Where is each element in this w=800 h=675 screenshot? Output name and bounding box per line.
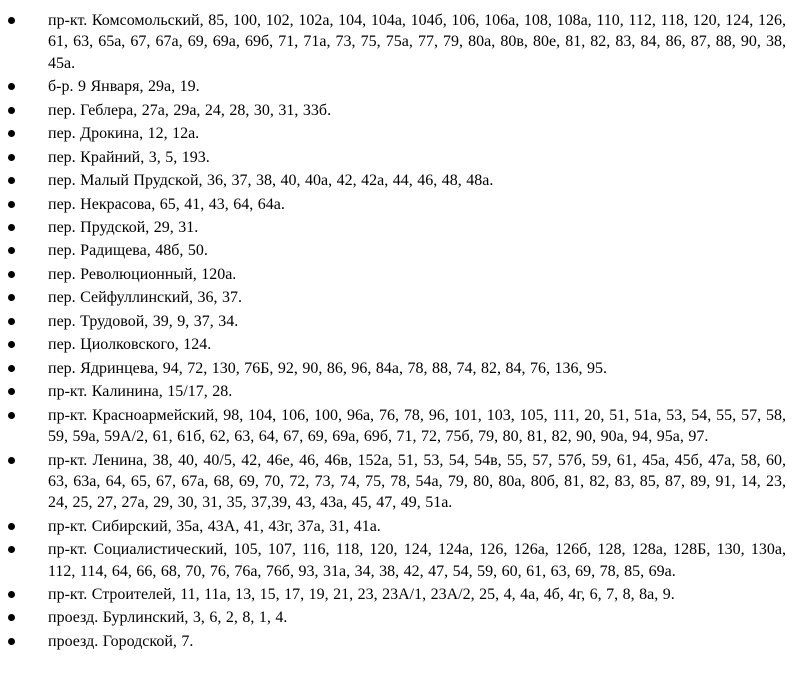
list-item-text: проезд. Бурлинский, 3, 6, 2, 8, 1, 4. <box>48 609 288 627</box>
bullet-icon <box>8 412 15 419</box>
list-item <box>0 607 800 628</box>
list-item <box>0 287 800 308</box>
list-item-text: пер. Дрокина, 12, 12а. <box>48 125 200 143</box>
list-item-text: пер. Малый Прудской, 36, 37, 38, 40, 40а, 42, 42а, 44, 46, 48, 48а. <box>48 172 494 190</box>
list-item <box>0 450 800 514</box>
list-item <box>0 358 800 379</box>
list-item <box>0 240 800 261</box>
list-item <box>0 10 800 74</box>
list-item-text: пер. Прудской, 29, 31. <box>48 218 199 236</box>
list-item <box>0 217 800 238</box>
bullet-icon <box>8 546 15 553</box>
bullet-icon <box>8 591 15 598</box>
list-item <box>0 170 800 191</box>
list-item <box>0 311 800 332</box>
list-item-text: пр-кт. Социалистический, 105, 107, 116, 118, 120, 124, 124а, 126, 126а, 126б, 128, 128а, 128Б, 130, 130а, 112, 114, 64, 66, 68, 70, 76, 76а, 76б, 93, 31а, 34, 38, 42, 47, 54, 59, 60, 61, 63, 69, 78, 85, 69а. <box>48 541 786 580</box>
list-item-text: пер. Ядринцева, 94, 72, 130, 76Б, 92, 90, 86, 96, 84а, 78, 88, 74, 82, 84, 76, 136, 95. <box>48 359 607 377</box>
bullet-icon <box>8 294 15 301</box>
list-item <box>0 539 800 582</box>
bullet-icon <box>8 388 15 395</box>
bullet-icon <box>8 154 15 161</box>
bullet-icon <box>8 638 15 645</box>
list-item-text: пер. Сейфуллинский, 36, 37. <box>48 289 243 307</box>
list-item <box>0 264 800 285</box>
list-item-text: пер. Радищева, 48б, 50. <box>48 242 208 260</box>
list-item-text: б-р. 9 Января, 29а, 19. <box>48 78 200 96</box>
bullet-icon <box>8 83 15 90</box>
bullet-icon <box>8 457 15 464</box>
bullet-icon <box>8 318 15 325</box>
bullet-icon <box>8 365 15 372</box>
list-item-text: пер. Геблера, 27а, 29а, 24, 28, 30, 31, 33б. <box>48 101 332 119</box>
bullet-icon <box>8 614 15 621</box>
list-item-text: пр-кт. Ленина, 38, 40, 40/5, 42, 46е, 46, 46в, 152а, 51, 53, 54, 54в, 55, 57, 57б, 59, 61, 45а, 45б, 47а, 58, 60, 63, 63а, 64, 65, 67, 67а, 68, 69, 70, 72, 73, 74, 75, 78, 54а, 79, 80, 80а, 80б, 81, 82, 83, 85, 87, 89, 91, 14, 23, 24, 25, 27, 27а, 29, 30, 31, 35, 37,39, 43, 43а, 45, 47, 49, 51а. <box>48 451 786 512</box>
list-item <box>0 194 800 215</box>
list-item-text: пер. Циолковского, 124. <box>48 336 212 354</box>
bullet-icon <box>8 17 15 24</box>
bullet-icon <box>8 224 15 231</box>
bullet-icon <box>8 130 15 137</box>
list-item-text: пер. Крайний, 3, 5, 193. <box>48 148 210 166</box>
list-item-text: проезд. Городской, 7. <box>48 632 194 650</box>
list-item <box>0 147 800 168</box>
list-item-text: пр-кт. Сибирский, 35а, 43А, 41, 43г, 37а, 31, 41а. <box>48 517 381 535</box>
list-item-text: пер. Трудовой, 39, 9, 37, 34. <box>48 312 239 330</box>
bullet-icon <box>8 107 15 114</box>
bullet-icon <box>8 523 15 530</box>
list-item <box>0 334 800 355</box>
list-item-text: пр-кт. Комсомольский, 85, 100, 102, 102а, 104, 104а, 104б, 106, 106а, 108, 108а, 110, 112, 118, 120, 124, 126, 61, 63, 65а, 67, 67а, 69, 69а, 69б, 71, 71а, 73, 75, 75а, 77, 79, 80а, 80в, 80е, 81, 82, 83, 84, 86, 87, 88, 90, 38, 45а. <box>48 12 786 72</box>
list-item-text: пер. Революционный, 120а. <box>48 265 237 283</box>
list-item <box>0 123 800 144</box>
list-item-text: пер. Некрасова, 65, 41, 43, 64, 64а. <box>48 195 285 213</box>
list-item <box>0 381 800 402</box>
list-item <box>0 631 800 652</box>
list-item <box>0 584 800 605</box>
bullet-icon <box>8 341 15 348</box>
bullet-icon <box>8 247 15 254</box>
list-item <box>0 100 800 121</box>
bullet-icon <box>8 177 15 184</box>
list-item <box>0 76 800 97</box>
bullet-icon <box>8 271 15 278</box>
list-item-text: пр-кт. Калинина, 15/17, 28. <box>48 383 233 401</box>
list-item-text: пр-кт. Строителей, 11, 11а, 13, 15, 17, 19, 21, 23, 23А/1, 23А/2, 25, 4, 4а, 4б, 4г, 6, 7, 8, 8а, 9. <box>48 585 675 603</box>
bullet-icon <box>8 201 15 208</box>
list-item <box>0 516 800 537</box>
list-item-text: пр-кт. Красноармейский, 98, 104, 106, 100, 96а, 76, 78, 96, 101, 103, 105, 111, 20, 51, 51а, 53, 54, 55, 57, 58, 59, 59а, 59А/2, 61, 61б, 62, 63, 64, 67, 69, 69а, 69б, 71, 72, 75б, 79, 80, 81, 82, 90, 90а, 94, 95а, 97. <box>48 406 786 446</box>
list-item <box>0 405 800 448</box>
